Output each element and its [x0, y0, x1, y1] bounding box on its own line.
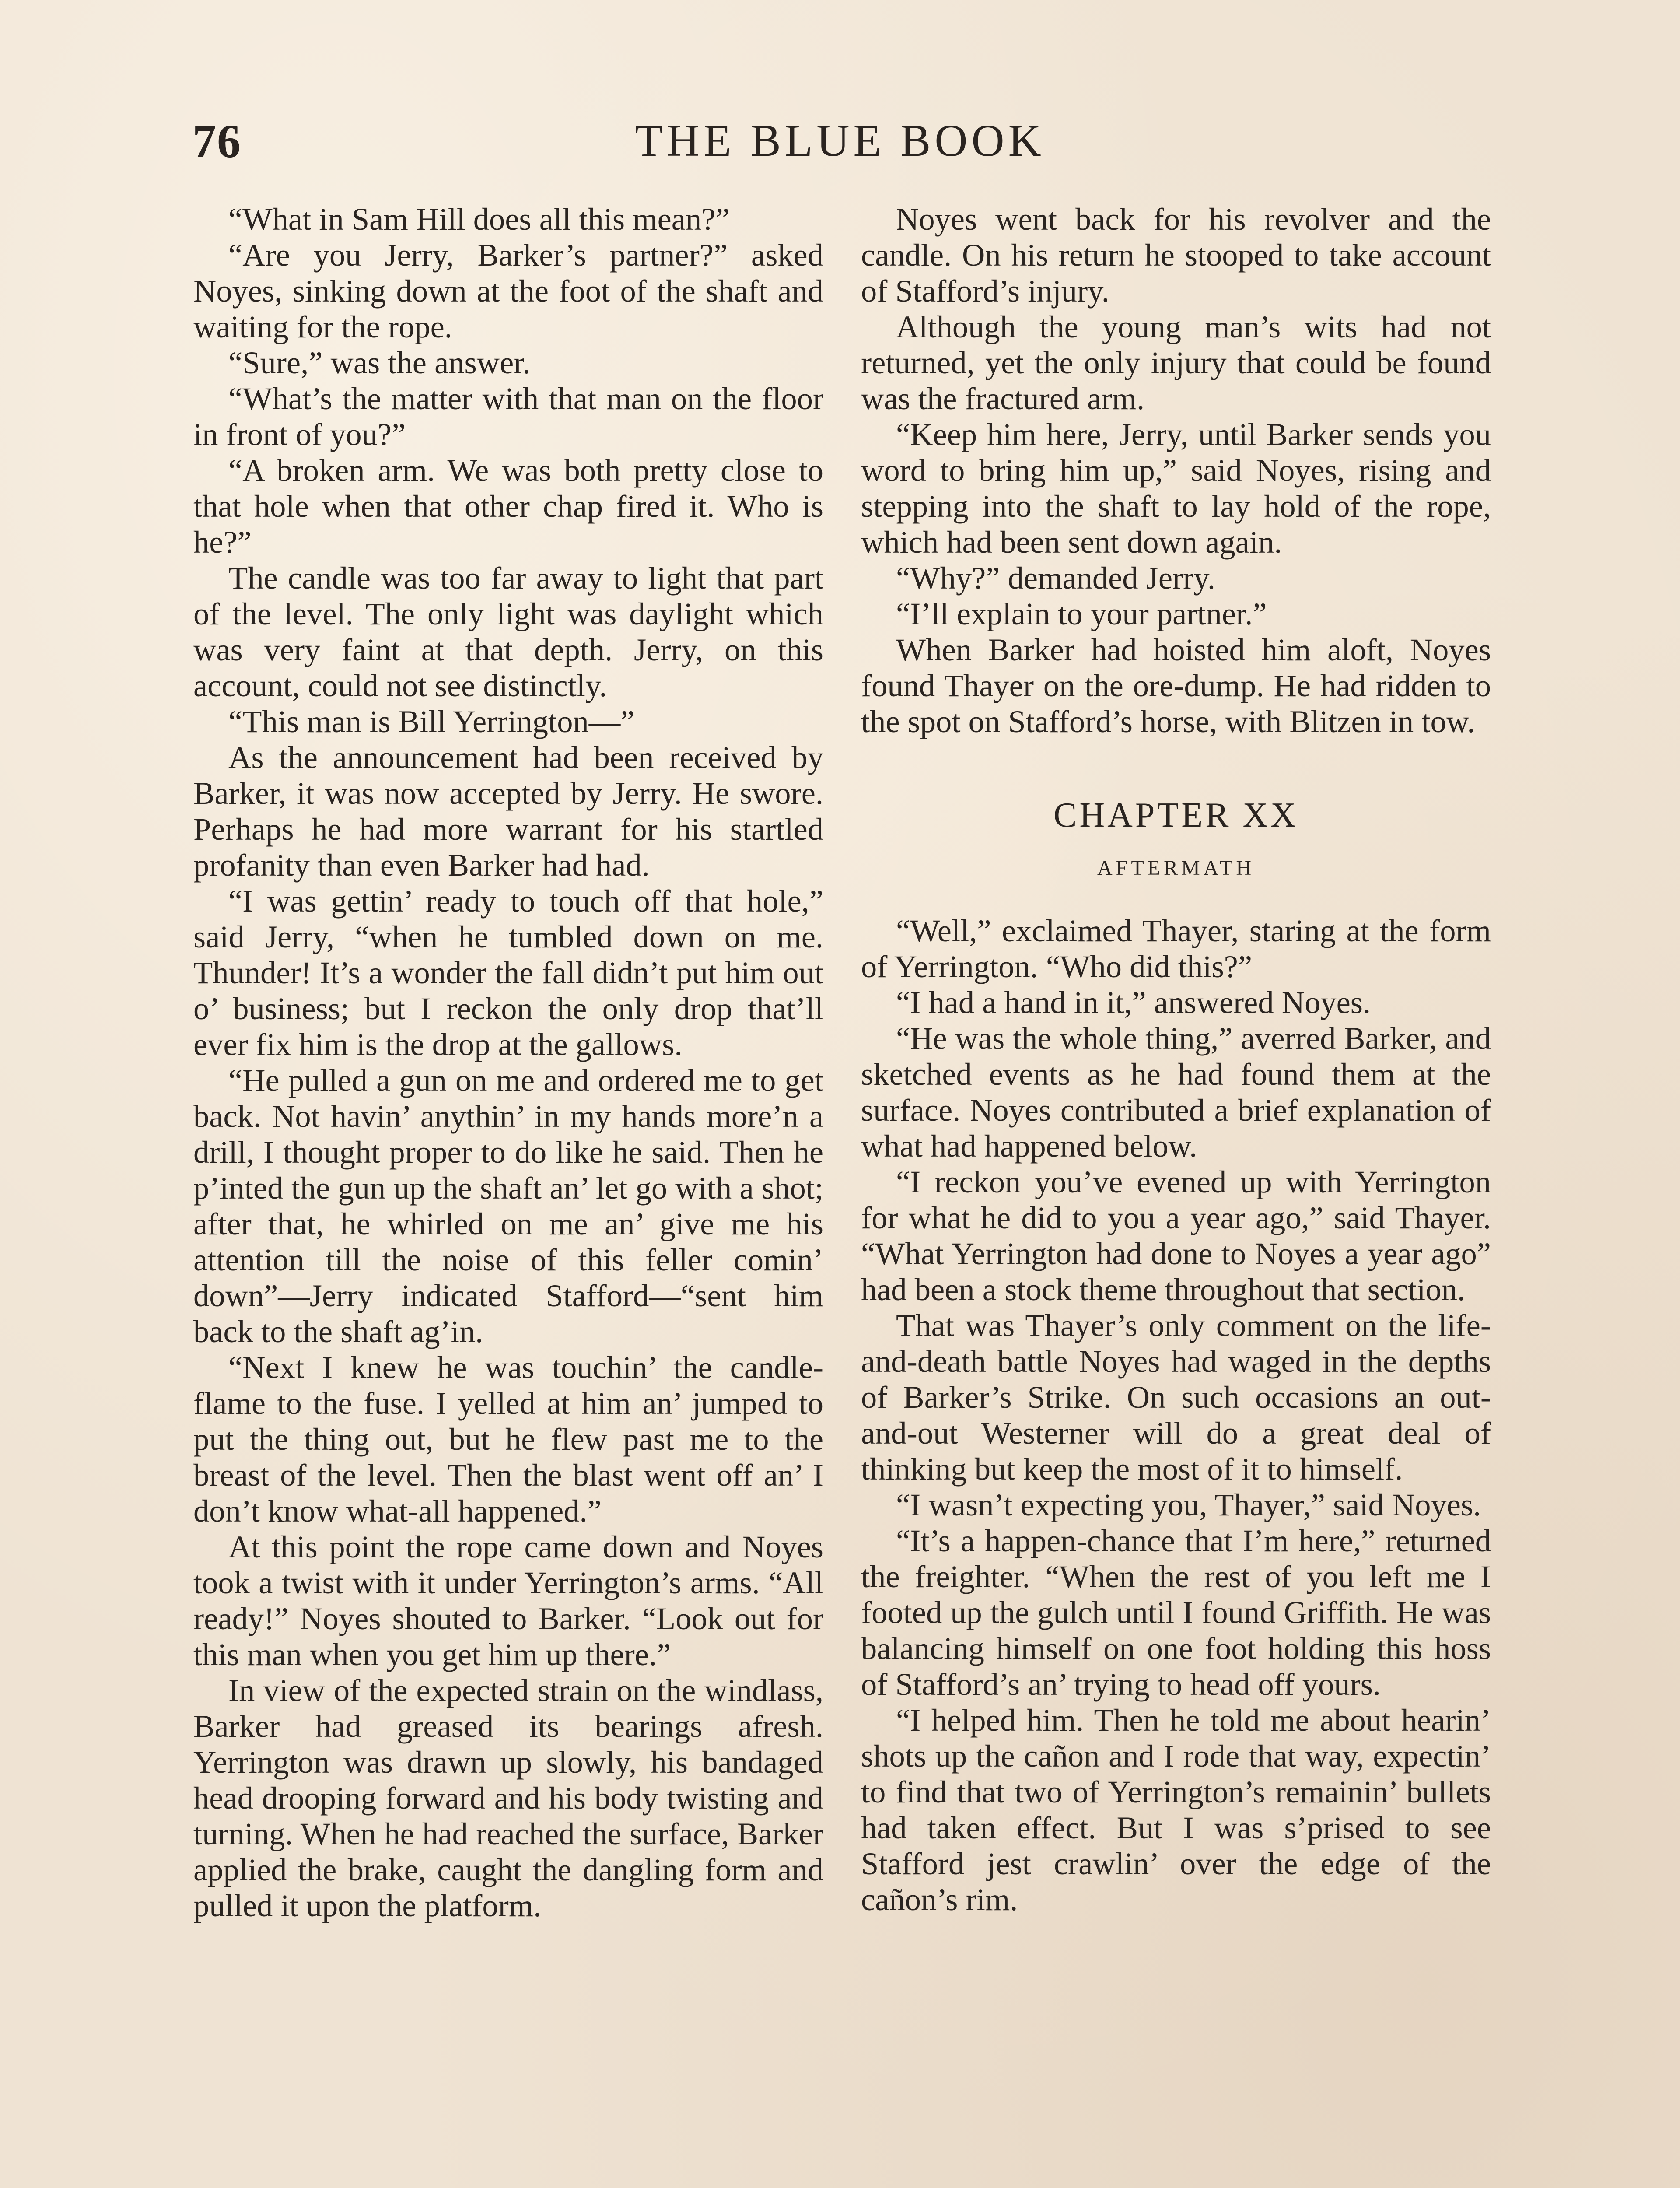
paragraph: “Next I knew he was touchin’ the candle-flame to the fuse. I yelled at him an’ jumped to put the thing out, but he flew past me to the breast of the level. Then the blast went off an’ I don’t know what-all happened.”: [193, 1350, 823, 1529]
paragraph: The candle was too far away to light that part of the level. The only light was daylight which was very faint at that depth. Jerry, on this account, could not see distinctly.: [193, 560, 823, 703]
paragraph: “What’s the matter with that man on the floor in front of you?”: [193, 381, 823, 452]
paragraph: In view of the expected strain on the windlass, Barker had greased its bearings afresh. Yerrington was drawn up slowly, his bandaged head drooping forward and his body twisting and turning. When he had reached the surface, Barker applied the brake, caught the dangling form and pulled it upon the platform.: [193, 1673, 823, 1923]
paragraph: “I helped him. Then he told me about hearin’ shots up the cañon and I rode that way, expectin’ to find that two of Yerrington’s remainin’ bullets had taken effect. But I was s’prised to see Stafford jest crawlin’ over the edge of the cañon’s rim.: [861, 1702, 1491, 1917]
paragraph: When Barker had hoisted him aloft, Noyes found Thayer on the ore-dump. He had ridden to the spot on Stafford’s horse, with Blitzen in tow.: [861, 632, 1491, 739]
paragraph: “He was the whole thing,” averred Barker, and sketched events as he had found them at the surface. Noyes contributed a brief explanation of what had happened below.: [861, 1020, 1491, 1164]
paragraph: “I was gettin’ ready to touch off that hole,” said Jerry, “when he tumbled down on me. Thunder! It’s a wonder the fall didn’t put him out o’ business; but I reckon the only drop that’ll ever fix him is the drop at the gallows.: [193, 883, 823, 1062]
paragraph: Although the young man’s wits had not returned, yet the only injury that could be found was the fractured arm.: [861, 309, 1491, 416]
paragraph: “Why?” demanded Jerry.: [896, 560, 1215, 596]
paragraph: “Keep him here, Jerry, until Barker sends you word to bring him up,” said Noyes, rising and stepping into the shaft to lay hold of the rope, which had been sent down again.: [861, 417, 1491, 560]
paragraph: “I’ll explain to your partner.”: [896, 596, 1267, 631]
running-head: THE BLUE BOOK: [635, 116, 1045, 166]
paragraph: “It’s a happen-chance that I’m here,” returned the freighter. “When the rest of you left me I footed up the gulch until I found Griffith. He was balancing himself on one foot holding this hoss of Stafford’s an’ trying to head off yours.: [861, 1523, 1491, 1702]
paragraph: “I had a hand in it,” answered Noyes.: [896, 985, 1371, 1020]
paragraph: “I reckon you’ve evened up with Yerrington for what he did to you a year ago,” said Thayer. “What Yerrington had done to Noyes a year ago” had been a stock theme throughout that section.: [861, 1164, 1491, 1307]
right-column: [861, 201, 1491, 1918]
paragraph: “Well,” exclaimed Thayer, staring at the form of Yerrington. “Who did this?”: [861, 913, 1491, 984]
paragraph: “This man is Bill Yerrington—”: [228, 704, 635, 739]
paragraph: As the announcement had been received by Barker, it was now accepted by Jerry. He swore. Perhaps he had more warrant for his startled profanity than even Barker had had.: [193, 740, 823, 883]
paragraph: “A broken arm. We was both pretty close to that hole when that other chap fired it. Who is he?”: [193, 452, 823, 560]
chapter-title: CHAPTER XX: [1053, 796, 1299, 835]
chapter-subtitle: AFTERMATH: [1097, 856, 1255, 880]
paragraph: Noyes went back for his revolver and the candle. On his return he stooped to take account of Stafford’s injury.: [861, 201, 1491, 309]
paragraph: That was Thayer’s only comment on the life-and-death battle Noyes had waged in the depths of Barker’s Strike. On such occasions an out-and-out Westerner will do a great deal of thinking but keep the most of it to himself.: [861, 1308, 1491, 1487]
paragraph: At this point the rope came down and Noyes took a twist with it under Yerrington’s arms. “All ready!” Noyes shouted to Barker. “Look out for this man when you get him up there.”: [193, 1529, 823, 1672]
paragraph: “Sure,” was the answer.: [228, 345, 531, 380]
paragraph: “Are you Jerry, Barker’s partner?” asked Noyes, sinking down at the foot of the shaft and waiting for the rope.: [193, 237, 823, 344]
paragraph: “What in Sam Hill does all this mean?”: [228, 201, 730, 237]
paragraph: “I wasn’t expecting you, Thayer,” said Noyes.: [896, 1487, 1481, 1522]
left-column: [193, 201, 823, 1924]
paragraph: “He pulled a gun on me and ordered me to get back. Not havin’ anythin’ in my hands more’n a drill, I thought proper to do like he said. Then he p’inted the gun up the shaft an’ let go with a shot; after that, he whirled on me an’ give me his attention till the noise of this feller comin’ down”—Jerry indicated Stafford—“sent him back to the shaft ag’in.: [193, 1062, 823, 1349]
page-number: 76: [192, 116, 242, 168]
